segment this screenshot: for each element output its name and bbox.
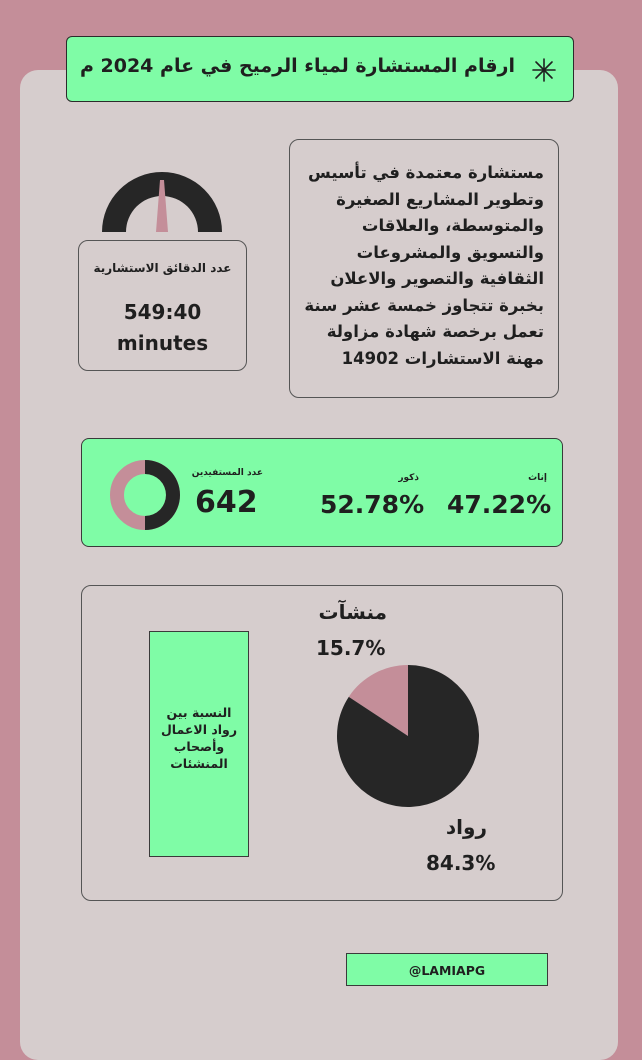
pie-value-entrepreneurs: 84.3%: [426, 851, 496, 875]
description-line: والمتوسطة، والعلاقات: [361, 216, 544, 235]
description-box: [289, 139, 559, 398]
ratio-label-line: وأصحاب: [173, 739, 225, 754]
donut-chart-icon: [108, 458, 182, 532]
beneficiaries-total-value: 642: [195, 485, 258, 520]
male-value: 52.78%: [320, 490, 425, 519]
female-label: إناث: [528, 473, 547, 483]
beneficiaries-total-label: عدد المستفيدين: [191, 468, 263, 478]
ratio-label-line: النسبة بين: [166, 705, 232, 720]
gauge-icon: [100, 172, 224, 234]
minutes-number: 549:40: [123, 300, 202, 324]
description-line: مستشارة معتمدة في تأسيس: [308, 163, 544, 182]
description-line: الثقافية والتصوير والاعلان: [330, 269, 544, 288]
ratio-label-line: رواد الاعمال: [160, 722, 238, 737]
minutes-label: عدد الدقائق الاستشارية: [93, 261, 232, 275]
minutes-value: [79, 297, 246, 359]
pie-label-establishments: منشآت: [318, 600, 387, 624]
minutes-box: [78, 240, 247, 371]
asterisk-icon: [531, 57, 557, 83]
description-line: مهنة الاستشارات 14902: [341, 348, 544, 368]
ratio-label-box: [149, 631, 249, 857]
description-line: تعمل برخصة شهادة مزاولة: [326, 322, 544, 341]
pie-value-establishments: 15.7%: [316, 636, 386, 660]
title-bar: [66, 36, 574, 102]
pie-chart: [336, 664, 480, 808]
minutes-unit: minutes: [116, 331, 209, 355]
description-line: بخبرة تتجاوز خمسة عشر سنة: [304, 295, 544, 315]
ratio-label: [154, 704, 244, 772]
page-title: ارقام المستشارة لمياء الرميح في عام 2024 م: [79, 55, 515, 77]
female-value: 47.22%: [447, 490, 552, 519]
description-line: والتسويق والمشروعات: [356, 242, 544, 262]
social-handle: @LAMIAPG: [408, 963, 486, 978]
handle-box: [346, 953, 548, 986]
ratio-label-line: المنشئات: [170, 756, 228, 771]
male-label: ذكور: [398, 473, 419, 483]
description-text: [294, 160, 544, 372]
pie-label-entrepreneurs: رواد: [445, 815, 487, 839]
description-line: وتطوير المشاريع الصغيرة: [336, 189, 544, 209]
